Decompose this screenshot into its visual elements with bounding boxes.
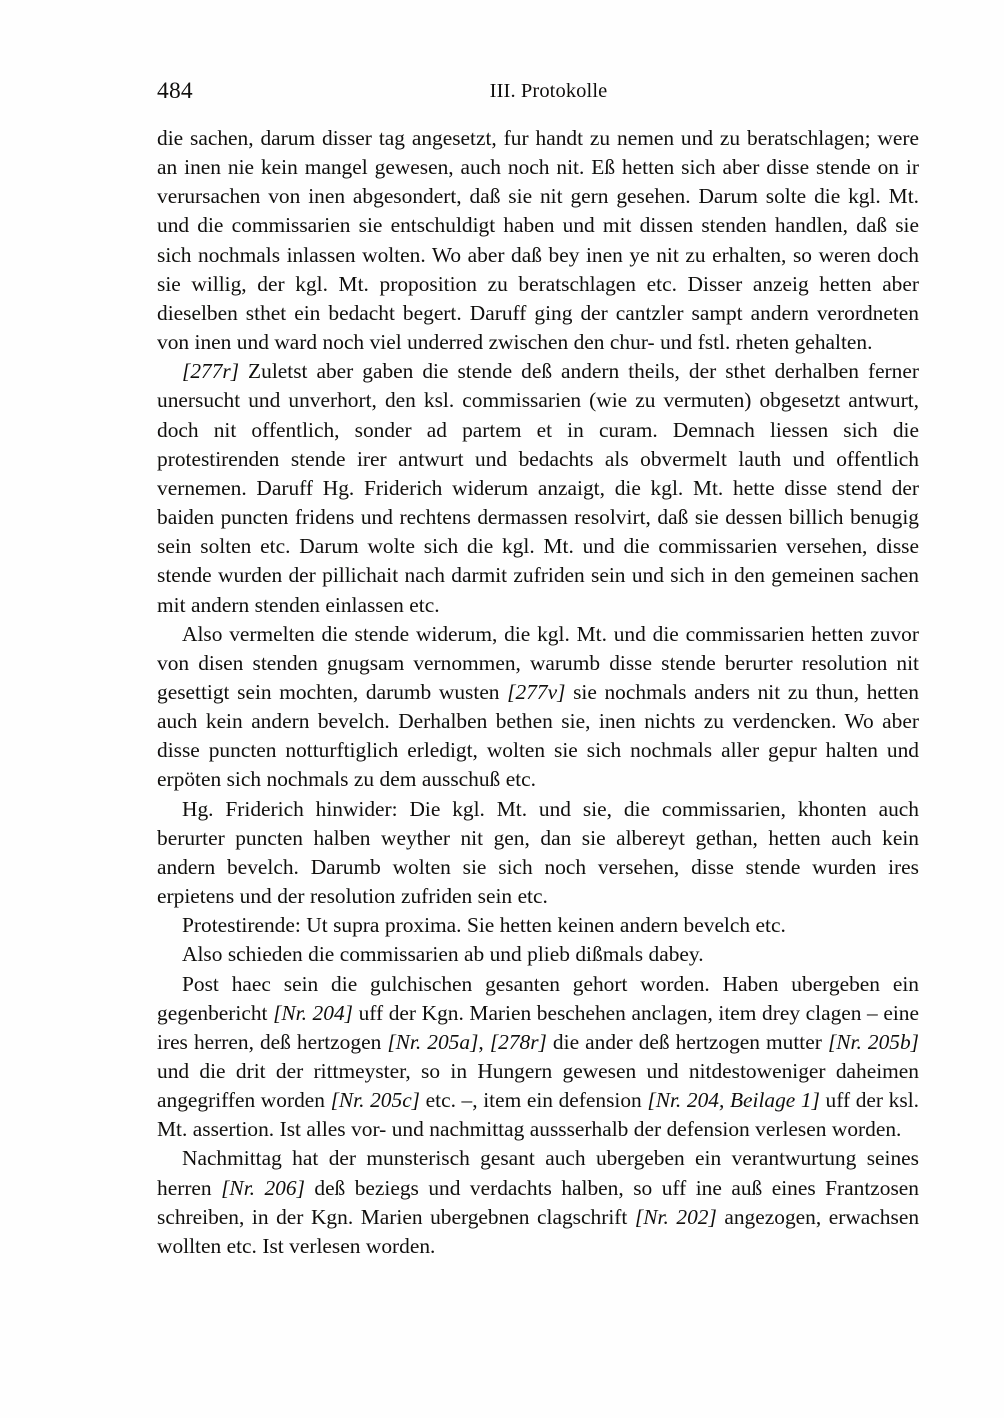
source-reference: [277r] (182, 359, 240, 384)
para-also-schieden (157, 940, 919, 969)
para-also-vermelten (157, 620, 919, 795)
text-run: deß beziegs und verdachts halben, so uff ine auß eines Frantzosen schreiben, in der Kgn. Marien ubergebnen clagschrift (157, 1175, 919, 1229)
source-reference: [Nr. 204, Beilage 1] (647, 1088, 820, 1113)
text-run: Hg. Friderich hinwider: Die kgl. Mt. und sie, die commissarien, khonten auch berurter puncten halben weyther nit gen, dan sie albereyt gethan, hetten auch kein andern bevelch. Darumb wolten sie sich noch versehen, disse stende wurden ires erpietens und der resolution zufriden sein etc. (157, 796, 919, 909)
source-reference: [Nr. 202] (634, 1204, 717, 1229)
para-protestirende (157, 911, 919, 940)
para-die-sachen (157, 124, 919, 357)
text-run: angezogen, erwachsen wollten etc. Ist verlesen worden. (157, 1204, 920, 1258)
text-run: uff der Kgn. Marien beschehen anclagen, item drey clagen – eine ires herren, deß hertzogen (157, 1000, 919, 1054)
running-head (157, 76, 918, 106)
source-reference: [Nr. 205c] (330, 1088, 421, 1113)
source-reference: [278r] (489, 1029, 547, 1054)
text-run: Also schieden die commissarien ab und plieb dißmals dabey. (182, 942, 704, 967)
para-post-haec (157, 970, 919, 1145)
text-run: und die drit der rittmeyster, so in Hungern gewesen und nitdestoweniger daheimen angegriffen worden (157, 1059, 919, 1113)
para-hg-friderich-hinwider (157, 795, 919, 912)
source-reference: [Nr. 204] (273, 1000, 353, 1025)
para-277r-zuletst (157, 357, 919, 619)
source-reference: [Nr. 206] (221, 1175, 305, 1200)
text-run: Zuletst aber gaben die stende deß andern theils, der sthet derhalben ferner unersucht und unverhort, den ksl. commissarien (wie zu vermuten) obgesetzt antwurt, doch nit offentlich, sonder ad partem et in curam. Demnach liessen sich die protestirenden stende irer antwurt und bedachts als obvermelt lauth und offentlich vernemen. Daruff Hg. Friderich widerum anzaigt, die kgl. Mt. hette disse stend der baiden puncten fridens und rechtens dermassen resolvirt, daß sie dessen billich benugig sein solten etc. Darum wolte sich die kgl. Mt. und die commissarien versehen, disse stende wurden der pillichait nach darmit zufriden sein und sich in den gemeinen sachen mit andern stenden einlassen etc. (157, 359, 919, 617)
page-number: 484 (157, 78, 193, 104)
text-run: Protestirende: Ut supra proxima. Sie hetten keinen andern bevelch etc. (182, 913, 786, 938)
text-run: etc. –, item ein defension (420, 1088, 648, 1113)
body-text-block (157, 124, 919, 1261)
source-reference: [277v] (507, 679, 566, 704)
text-run: Post haec sein die gulchischen gesanten gehort worden. Haben ubergeben ein gegenbericht (157, 971, 919, 1025)
text-run: , (478, 1029, 490, 1054)
text-run: Also vermelten die stende widerum, die kgl. Mt. und die commissarien hetten zuvor von disen stenden gnugsam vernommen, warumb disse stende berurter resolution nit gesettigt sein mochten, darumb wusten (157, 621, 919, 704)
para-nachmittag (157, 1144, 919, 1261)
source-reference: [Nr. 205b] (827, 1029, 919, 1054)
text-run: Nachmittag hat der munsterisch gesant auch ubergeben ein verantwurtung seines herren (157, 1146, 919, 1200)
text-run: uff der ksl. Mt. assertion. Ist alles vor- und nachmittag aussserhalb der defension verlesen worden. (157, 1088, 919, 1142)
running-head-title: III. Protokolle (489, 80, 608, 102)
text-run: sie nochmals anders nit zu thun, hetten auch kein andern bevelch. Derhalben bethen sie, inen nichts zu verdencken. Wo aber disse puncten notturftiglich erledigt, wolten sie sich nochmals aller gepur halten und erpöten sich nochmals zu dem ausschuß etc. (157, 679, 919, 792)
text-run: die ander deß hertzogen mutter (546, 1029, 828, 1054)
text-run: die sachen, darum disser tag angesetzt, fur handt zu nemen und zu beratschlagen; were an inen nie kein mangel gewesen, auch noch nit. Eß hetten sich aber disse stende on ir verursachen von inen abgesondert, daß sie nit gern gesehen. Darum solte die kgl. Mt. und die commissarien sie entschuldigt haben und mit dissen stenden handlen, daß sie sich nochmals inlassen wolten. Wo aber daß bey inen ye nit zu erhalten, so weren doch sie willig, der kgl. Mt. proposition zu beratschlagen etc. Disser anzeig hetten aber dieselben sthet ein bedacht begert. Daruff ging der cantzler sampt andern verordneten von inen und ward noch viel underred zwischen den chur- und fstl. rheten gehalten. (157, 126, 919, 355)
source-reference: [Nr. 205a] (387, 1029, 479, 1054)
